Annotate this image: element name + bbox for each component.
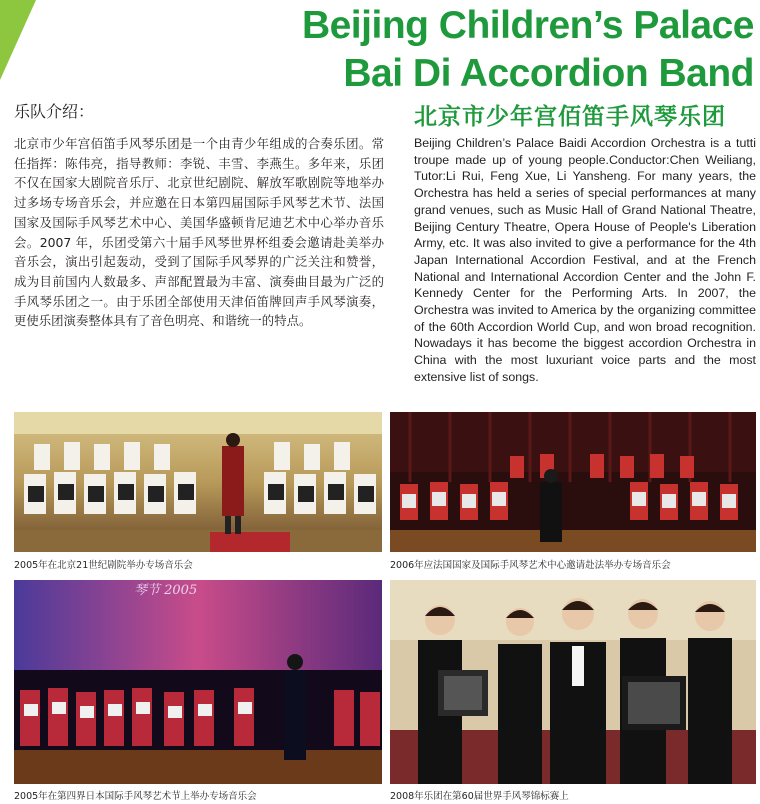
banner-text: 琴节 2005 <box>134 583 198 598</box>
corner-accent <box>0 0 36 80</box>
photo-world-championship <box>390 580 756 784</box>
title-en-line2: Bai Di Accordion Band <box>343 52 754 95</box>
english-paragraph: Beijing Children’s Palace Baidi Accordion Orchestra is a tutti troupe made up of young people.Conductor:Chen Weiliang, Tutor:Li Rui, Feng Xue, Li Yansheng. For many years, the Orchestra has held a series of special performances at many grand venues, such as Music Hall of Grand National Theatre, Beijing Century Theatre, Opera House of People's Liberation Army, etc. It was also invited to give a performance for the 4th Japan International Accordion Festival, and at the French National and International Accordion Center and the John F. Kennedy Center for the Performing Arts. In 2007, the Orchestra was invited to America by the organizing committee of the 60th Accordion World Cup, and won broad recognition. Nowadays it has become the biggest accordion Orchestra in China with the most luxuriant voice parts and the most extensive list of songs. <box>414 136 756 384</box>
photo-caption-4: 2008年乐团在第60届世界手风琴锦标赛上 <box>390 791 569 802</box>
chinese-paragraph: 北京市少年宫佰笛手风琴乐团是一个由青少年组成的合奏乐团。常任指挥：陈伟亮，指导教师：李锐、丰雪、李燕生。多年来，乐团不仅在国家大剧院音乐厅、北京世纪剧院、解放军歌剧院等地举办过多场专场音乐会，并应邀在日本第四届国际手风琴艺术节、法国国家及国际手风琴艺术中心、美国华盛顿肯尼迪艺术中心举办音乐会。2007 年，乐团受第六十届手风琴世界杯组委会邀请赴美举办音乐会，演出引起轰动，受到了国际手风琴界的广泛关注和赞誉，成为目前国内人数最多、声部配置最为丰富、演奏曲目最为广泛的手风琴乐团之一。由于乐团全部使用天津佰笛牌回声手风琴演奏，更使乐团演奏整体具有了音色明亮、和谐统一的特点。 <box>14 136 384 329</box>
photo-japan-festival-image <box>14 580 382 784</box>
photo-france-concert-image <box>390 412 756 552</box>
photo-century-theatre-image <box>14 412 382 552</box>
photo-world-championship-image <box>390 580 756 784</box>
photo-france-concert <box>390 412 756 552</box>
title-cn: 北京市少年宫佰笛手风琴乐团 <box>414 104 726 130</box>
photo-caption-3: 2005年在第四界日本国际手风琴艺术节上举办专场音乐会 <box>14 791 257 802</box>
photo-caption-1: 2005年在北京21世纪剧院举办专场音乐会 <box>14 560 193 571</box>
intro-label: 乐队介绍： <box>14 102 95 121</box>
photo-caption-2: 2006年应法国国家及国际手风琴艺术中心邀请赴法举办专场音乐会 <box>390 560 671 571</box>
title-en-line1: Beijing Children’s Palace <box>301 4 754 47</box>
photo-century-theatre <box>14 412 382 552</box>
photo-japan-festival <box>14 580 382 784</box>
